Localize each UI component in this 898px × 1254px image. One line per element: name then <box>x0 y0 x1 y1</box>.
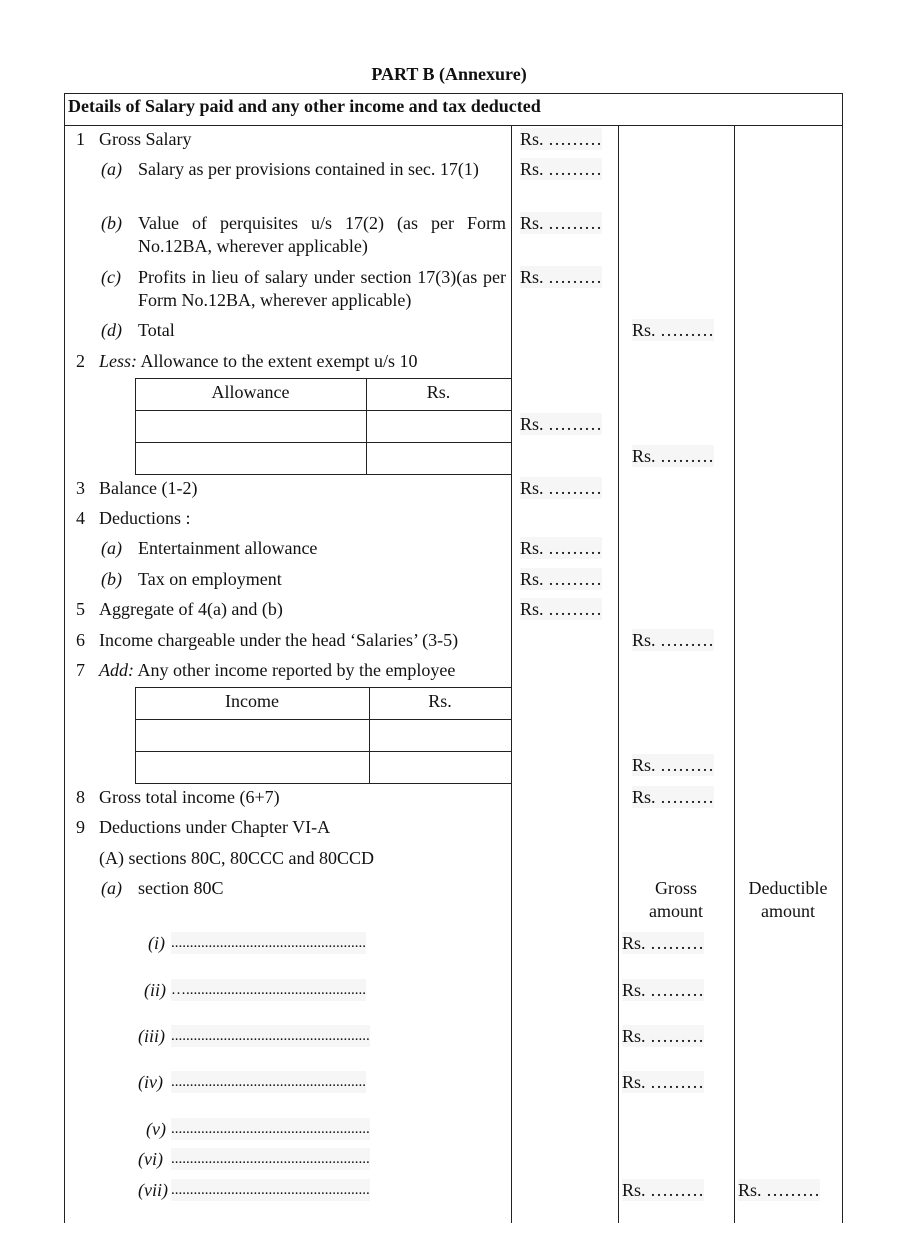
sub-item-mark: (i) <box>148 933 165 953</box>
sub-item-mark: (v) <box>146 1119 166 1139</box>
income-rs-header: Rs. <box>428 691 452 711</box>
add-prefix: Add: <box>99 660 134 680</box>
gross-amount-header-2: amount <box>649 901 703 921</box>
section-80c-label: section 80C <box>138 878 224 898</box>
income-table-bottom <box>135 783 511 784</box>
amount-entertainment: Rs. ……… <box>520 538 603 558</box>
item-mark: (b) <box>101 213 122 233</box>
item-mark: (d) <box>101 320 122 340</box>
row-number: 2 <box>76 351 85 371</box>
aggregate-label: Aggregate of 4(a) and (b) <box>99 599 283 619</box>
amount-salary-17-1: Rs. ……… <box>520 159 603 179</box>
sub-item-mark: (vi) <box>138 1149 163 1169</box>
income-table-line <box>135 719 511 720</box>
deductions-label: Deductions : <box>99 508 191 528</box>
frame-right-line <box>842 93 843 1223</box>
item-mark: (b) <box>101 569 122 589</box>
income-table-line <box>135 751 511 752</box>
item-mark: (a) <box>101 878 122 898</box>
row-number: 1 <box>76 129 85 149</box>
item-mark: (c) <box>101 267 121 287</box>
allowance-exempt-label <box>99 350 417 372</box>
gross-salary-label: Gross Salary <box>99 129 192 149</box>
amount-sub-item-vii-gross: Rs. ……… <box>622 1180 705 1200</box>
row-number: 3 <box>76 478 85 498</box>
frame-top-line <box>64 93 843 94</box>
perquisites-label: Value of perquisites u/s 17(2) (as per Form No.12BA, wherever applicable) <box>138 213 506 256</box>
row-number: 6 <box>76 630 85 650</box>
row-number: 4 <box>76 508 85 528</box>
sub-item-dots: …................................................ <box>171 979 366 1001</box>
sub-item-mark: (iv) <box>138 1072 163 1092</box>
sub-item-mark: (ii) <box>144 980 166 1000</box>
other-income-label <box>99 659 455 681</box>
gross-total-income-label: Gross total income (6+7) <box>99 787 280 807</box>
chapter-via-label: Deductions under Chapter VI-A <box>99 817 331 837</box>
amount-sub-item-i: Rs. ……… <box>622 933 705 953</box>
sub-item-dots: .................................................... <box>171 932 366 954</box>
profits-in-lieu-label: Profits in lieu of salary under section 17(3)(as per Form No.12BA, wherever applicable) <box>138 267 506 310</box>
sub-item-dots: ..................................................... <box>171 1025 370 1047</box>
sub-item-dots: ..................................................... <box>171 1118 370 1140</box>
allowance-exempt-text: Allowance to the extent exempt u/s 10 <box>140 351 418 371</box>
amount-profits-in-lieu: Rs. ……… <box>520 267 603 287</box>
amount-aggregate: Rs. ……… <box>520 599 603 619</box>
allowance-rs-header: Rs. <box>426 382 451 402</box>
row-number: 8 <box>76 787 85 807</box>
allowance-table-line <box>135 442 511 443</box>
allowance-table-bottom <box>135 474 511 475</box>
sections-80c-label: (A) sections 80C, 80CCC and 80CCD <box>99 848 375 868</box>
entertainment-allowance-label: Entertainment allowance <box>138 538 318 558</box>
tax-on-employment-label: Tax on employment <box>138 569 282 589</box>
amount-gross-salary: Rs. ……… <box>520 129 603 149</box>
sub-item-dots: ..................................................... <box>171 1179 370 1201</box>
row-number: 5 <box>76 599 85 619</box>
amount-sub-item-ii: Rs. ……… <box>622 980 705 1000</box>
amount-allowance: Rs. ……… <box>520 414 603 434</box>
other-income-text: Any other income reported by the employee <box>137 660 456 680</box>
header-bottom-line <box>64 125 843 126</box>
less-prefix: Less: <box>99 351 138 371</box>
row-number: 9 <box>76 817 85 837</box>
column-divider-3 <box>734 125 735 1223</box>
page-title: PART B (Annexure) <box>371 64 527 84</box>
amount-balance: Rs. ……… <box>520 478 603 498</box>
income-table-top <box>135 687 511 688</box>
frame-left-line <box>64 93 65 1223</box>
total-label: Total <box>138 320 175 340</box>
sub-item-mark: (iii) <box>138 1026 165 1046</box>
income-chargeable-label: Income chargeable under the head ‘Salaries’ (3-5) <box>99 630 459 650</box>
amount-other-income: Rs. ……… <box>632 755 715 775</box>
sub-item-dots: ..................................................... <box>171 1148 370 1170</box>
allowance-col-header: Allowance <box>211 382 290 402</box>
amount-income-chargeable: Rs. ……… <box>632 630 715 650</box>
amount-sub-item-iv: Rs. ……… <box>622 1072 705 1092</box>
item-mark: (a) <box>101 538 122 558</box>
column-divider-2 <box>618 125 619 1223</box>
allowance-table-top <box>135 378 511 379</box>
allowance-table-line <box>135 410 511 411</box>
sub-item-dots: .................................................... <box>171 1071 366 1093</box>
item-mark: (a) <box>101 159 122 179</box>
amount-perquisites: Rs. ……… <box>520 213 603 233</box>
amount-total: Rs. ……… <box>632 320 715 340</box>
section-header: Details of Salary paid and any other income and tax deducted <box>68 96 541 116</box>
column-divider-1 <box>511 125 512 1223</box>
sub-item-mark: (vii) <box>138 1180 168 1200</box>
balance-label: Balance (1-2) <box>99 478 198 498</box>
deductible-amount-header-2: amount <box>761 901 815 921</box>
gross-amount-header-1: Gross <box>654 878 697 898</box>
income-col-header: Income <box>225 691 279 711</box>
amount-gross-total-income: Rs. ……… <box>632 787 715 807</box>
salary-17-1-label: Salary as per provisions contained in sec. 17(1) <box>138 159 479 179</box>
amount-allowance-total: Rs. ……… <box>632 446 715 466</box>
amount-sub-item-iii: Rs. ……… <box>622 1026 705 1046</box>
amount-tax-on-employment: Rs. ……… <box>520 569 603 589</box>
amount-sub-item-vii-deductible: Rs. ……… <box>738 1180 821 1200</box>
deductible-amount-header-1: Deductible <box>748 878 828 898</box>
row-number: 7 <box>76 660 85 680</box>
